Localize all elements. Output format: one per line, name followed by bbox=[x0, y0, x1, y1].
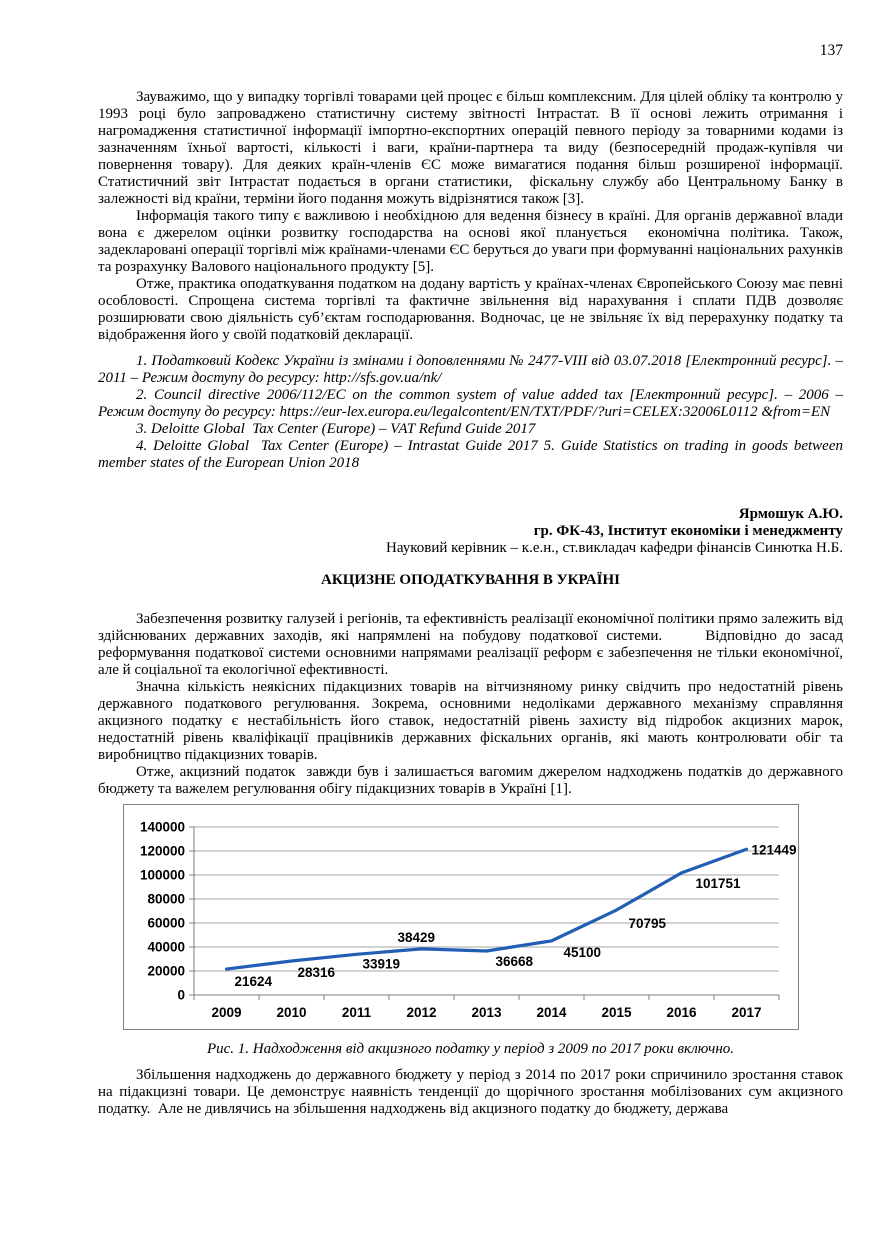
intro-paragraph-2: Інформація такого типу є важливою і необхідною для ведення бізнесу в країні. Для органів державної влади вона є джерелом оцінки розвитку господарства на основі якої планується економічна політика. Також, задекларовані операції торгівлі між країнами-членами ЄС беруться до уваги при формуванні національних рахунків та розрахунку Валового національного продукту [5]. bbox=[98, 208, 843, 275]
author-name: Ярмошук А.Ю. bbox=[738, 506, 843, 522]
x-axis-label: 2011 bbox=[341, 1005, 372, 1020]
y-axis-label: 100000 bbox=[139, 867, 185, 883]
x-axis-label: 2017 bbox=[731, 1005, 762, 1020]
author-affiliation: гр. ФК-43, Інститут економіки і менеджменту bbox=[533, 523, 843, 539]
data-point-label: 121449 bbox=[751, 842, 797, 858]
y-axis-label: 80000 bbox=[147, 891, 185, 907]
y-axis-label: 60000 bbox=[147, 915, 185, 931]
page-content bbox=[98, 0, 843, 1118]
data-point-label: 21624 bbox=[234, 974, 273, 990]
x-axis-label: 2015 bbox=[601, 1005, 632, 1020]
reference-item-1: 1. Податковий Кодекс України із змінами і доповленнями № 2477-VIII від 03.07.2018 [Електронний ресурс]. – 2011 – Режим доступу до ресурсу: http://sfs.gov.ua/nk/ bbox=[98, 353, 843, 386]
reference-item-3: 3. Deloitte Global Tax Center (Europe) – VAT Refund Guide 2017 bbox=[136, 421, 536, 437]
author-block bbox=[98, 506, 843, 557]
data-point-label: 33919 bbox=[362, 956, 401, 972]
intro-paragraph-1: Зауважимо, що у випадку торгівлі товарами цей процес є більш комплексним. Для цілей обліку та контролю у 1993 році було запроваджено статистичну систему звітності Інтрастат. В її основі лежить отримання і нагромадження статистичної інформації імпортно-експортних операцій певного періоду за товарними кодами із зазначенням їхньої вартості, кількості і ваги, країни-партнера та виду (безпосередній продаж-купівля чи повернення товару). Для деяких країн-членів ЄС може вимагатися подання більш розширеної інформації. Статистичний звіт Інтрастат подається в органи статистики, фіскальну службу або Центральному Банку в залежності від країни, терміни його подання можуть відрізнятися також [3]. bbox=[98, 89, 843, 207]
data-point-label: 70795 bbox=[628, 916, 667, 932]
x-axis-label: 2012 bbox=[406, 1005, 437, 1020]
closing-paragraph: Збільшення надходжень до державного бюджету у період з 2014 по 2017 роки спричинило зростання ставок на підакцизні товари. Це демонструє наявність тенденції до щорічного зростання мобілізованих сум акцизного податку. Але не дивлячись на збільшення надходжень від акцизного податку до бюджету, держава bbox=[98, 1067, 843, 1117]
x-axis-label: 2010 bbox=[276, 1005, 307, 1020]
series-line bbox=[227, 849, 747, 972]
data-point-label: 45100 bbox=[563, 944, 602, 960]
figure-caption: Рис. 1. Надходження від акцизного податку у період з 2009 по 2017 роки включно. bbox=[206, 1041, 735, 1057]
article-paragraph-2: Значна кількість неякісних підакцизних товарів на вітчизняному ринку свідчить про недостатній рівень державного податкового регулювання. Зокрема, основними недоліками державного механізму справляння акцизного податку є нестабільність його ставок, недостатній рівень захисту від підробок акцизних марок, недостатній рівень кваліфікації працівників державних фіскальних органів, які мають контролювати обіг та виробництво підакцизних товарів. bbox=[98, 679, 843, 763]
y-axis-label: 20000 bbox=[147, 963, 185, 979]
x-axis-label: 2016 bbox=[666, 1005, 697, 1020]
article-paragraph-1: Забезпечення розвитку галузей і регіонів, та ефективність реалізації економічної політики прямо залежить від здійснюваних державних заходів, які напрямлені на побудову податкової системи. Відповідно до засад реформування податкової системи основними напрямами реалізації реформ є забезпечення не тільки економічної, але й соціальної та екологічної ефективності. bbox=[98, 611, 843, 678]
y-axis-label: 120000 bbox=[139, 843, 185, 859]
reference-item-2: 2. Council directive 2006/112/EC on the common system of value added tax [Електронний ресурс]. – 2006 – Режим доступу до ресурсу: https://eur-lex.europa.eu/legalcontent/EN/TXT/PDF/?uri=CELEX:32006L0112 &from=EN bbox=[98, 387, 843, 420]
article-paragraph-3: Отже, акцизний податок завжди був і залишається вагомим джерелом надходжень податків до державного бюджету та важелем регулювання обігу підакцизних товарів в Україні [1]. bbox=[98, 764, 843, 797]
figure-line-chart bbox=[123, 804, 799, 1030]
data-point-label: 28316 bbox=[297, 965, 336, 981]
data-point-label: 36668 bbox=[495, 953, 534, 969]
author-advisor: Науковий керівник – к.е.н., ст.викладач кафедри фінансів Синютка Н.Б. bbox=[386, 540, 843, 556]
reference-item-4: 4. Deloitte Global Tax Center (Europe) – Intrastat Guide 2017 5. Guide Statistics on trading in goods between member states of the European Union 2018 bbox=[98, 438, 843, 471]
x-axis-label: 2009 bbox=[211, 1005, 242, 1020]
excise-tax-line-chart bbox=[124, 805, 798, 1029]
intro-paragraph-3: Отже, практика оподаткування податком на додану вартість у країнах-членах Європейського Союзу має певні особловості. Спрощена система торгівлі та фактичне звільнення від нарахування і сплати ПДВ дозволяє розширювати свою діяльність суб’єктам господарювання. Водночас, це не звільняє їх від перерахунку податку та відображення його у своїй податковій декларації. bbox=[98, 276, 843, 343]
data-point-label: 38429 bbox=[397, 929, 436, 945]
y-axis-label: 140000 bbox=[139, 819, 185, 835]
y-axis-label: 0 bbox=[177, 987, 185, 1003]
page-number: 137 bbox=[819, 42, 843, 59]
article-title: АКЦИЗНЕ ОПОДАТКУВАННЯ В УКРАЇНІ bbox=[321, 572, 620, 588]
x-axis-label: 2013 bbox=[471, 1005, 502, 1020]
y-axis-label: 40000 bbox=[147, 939, 185, 955]
reference-list bbox=[98, 353, 843, 472]
data-point-label: 101751 bbox=[695, 875, 741, 891]
x-axis-label: 2014 bbox=[536, 1005, 567, 1020]
